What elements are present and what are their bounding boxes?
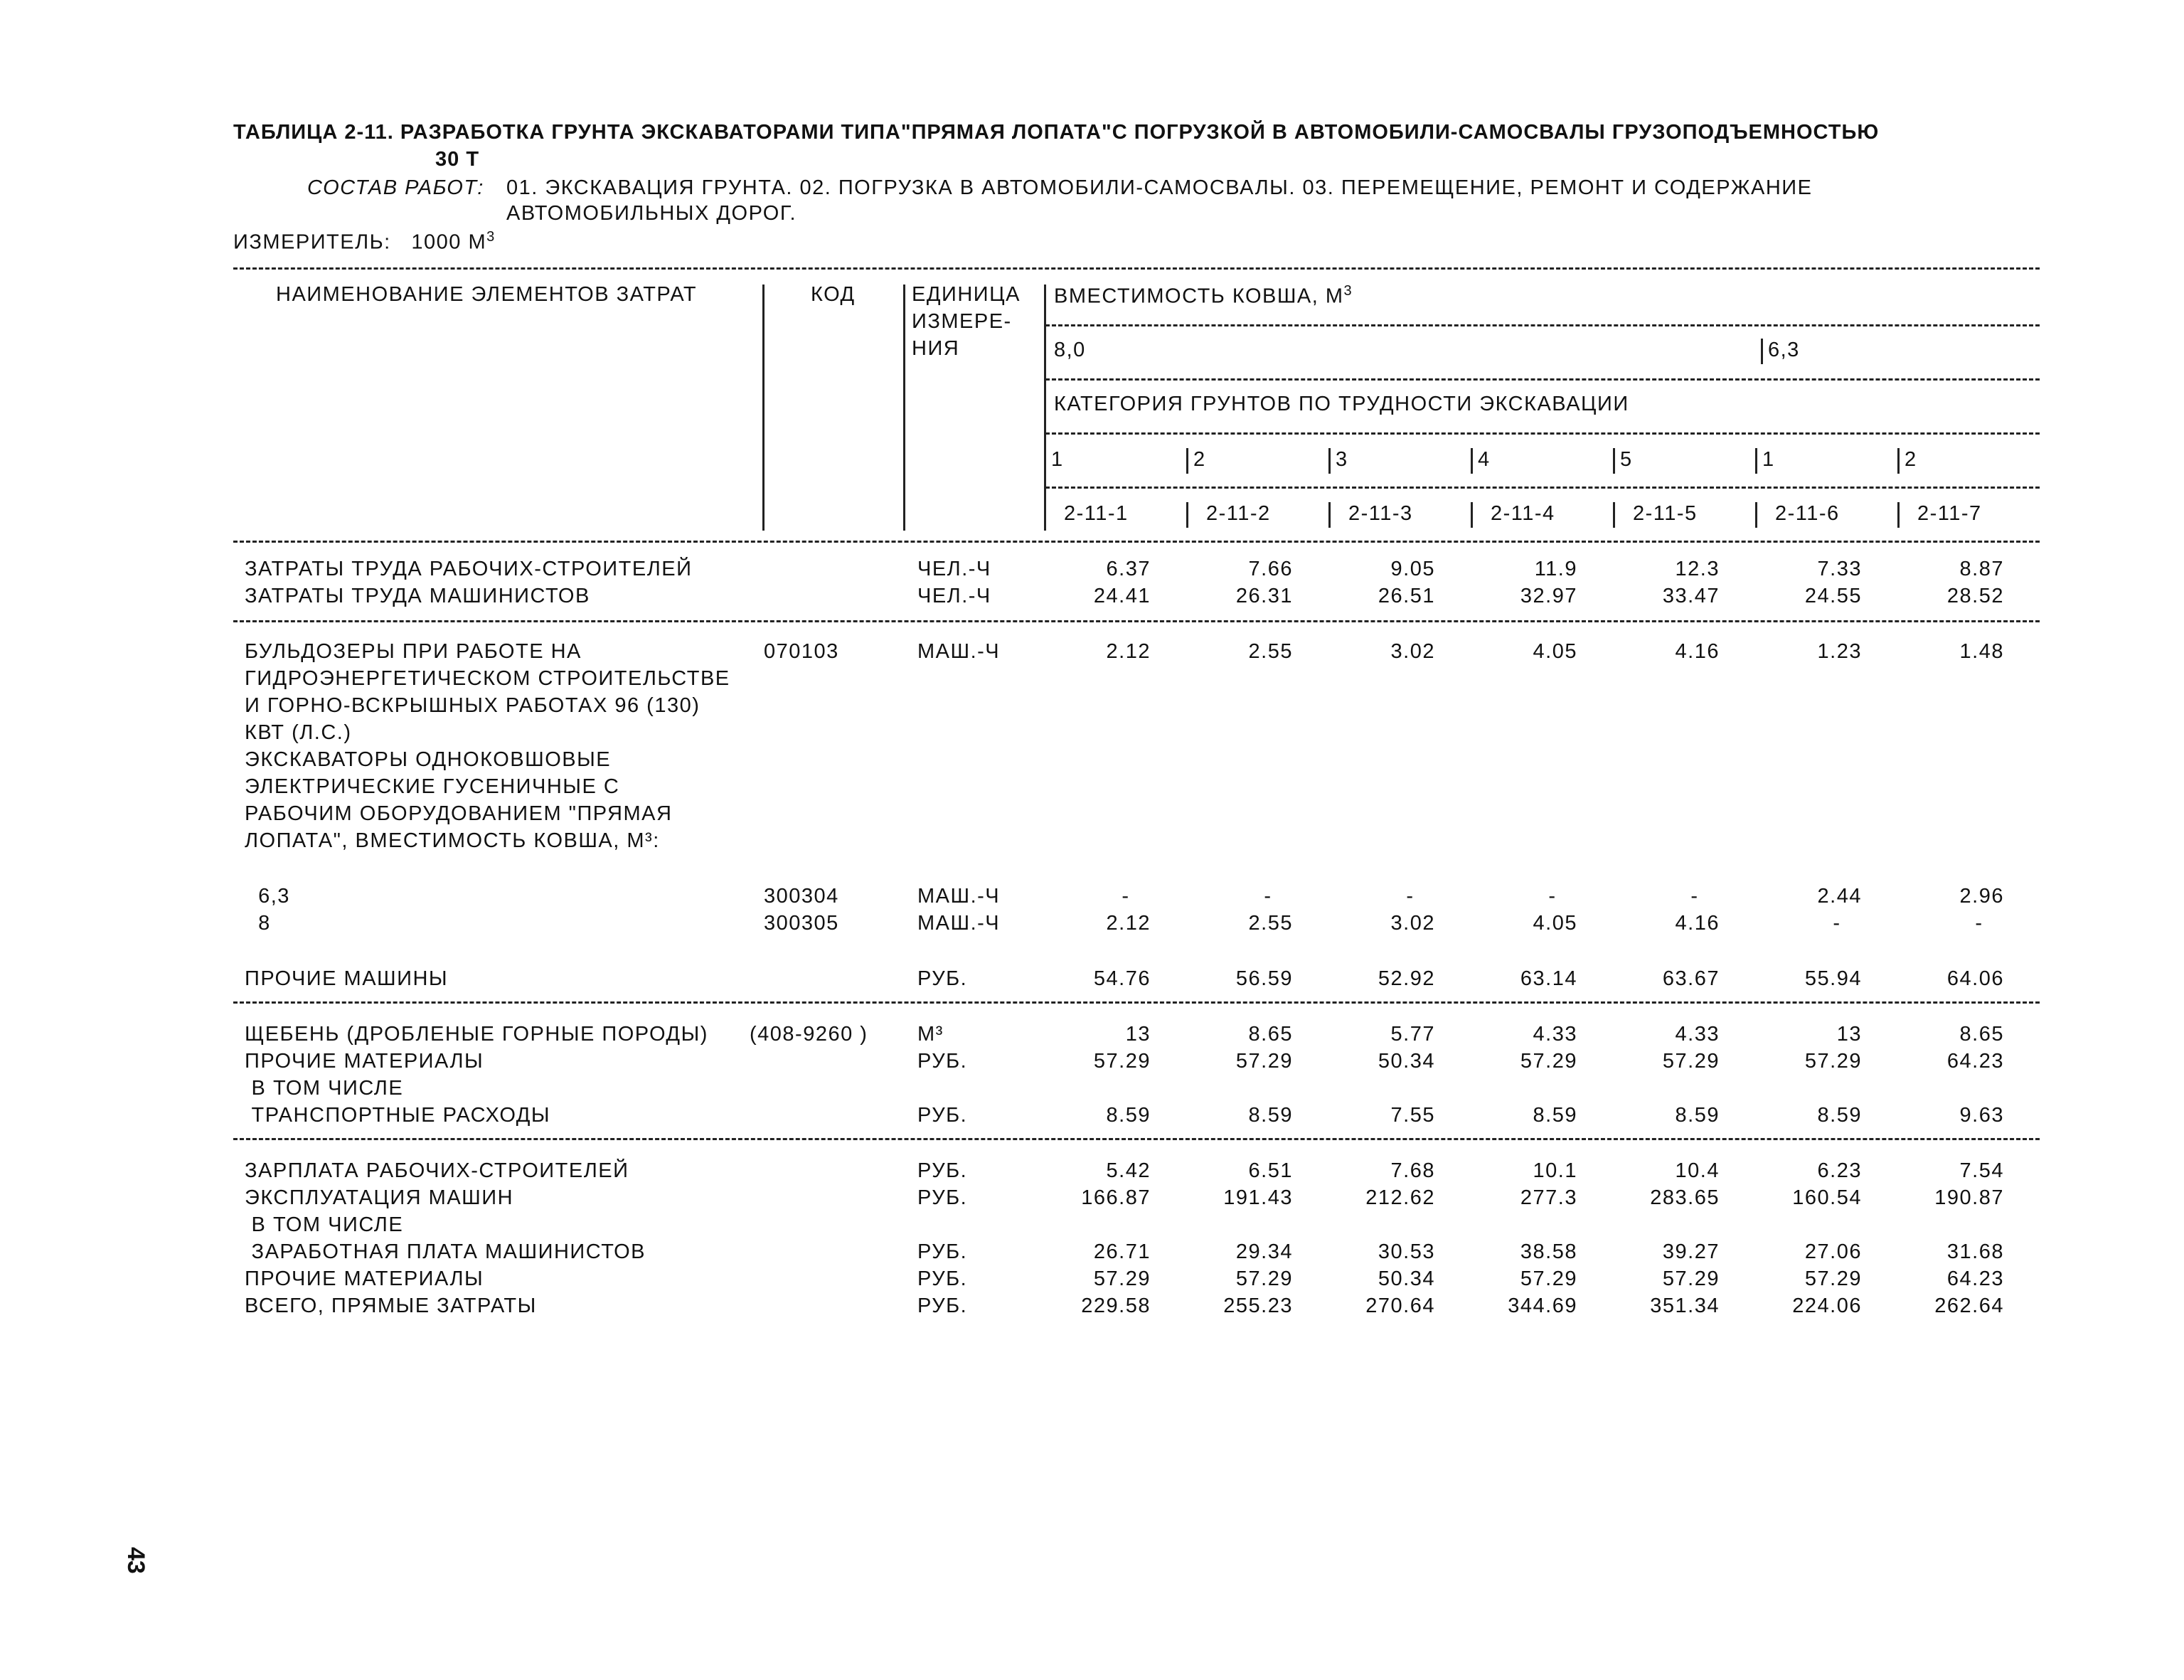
row-value: 3.02 [1390, 640, 1435, 663]
row-value: 2.55 [1248, 640, 1293, 663]
row-value: 56.59 [1235, 967, 1293, 990]
row-value: 26.51 [1378, 585, 1435, 607]
row-code: (408-9260 ) [750, 1023, 868, 1046]
row-value: 57.29 [1662, 1050, 1720, 1073]
header-divider-2 [903, 285, 905, 531]
row-value: 8.87 [1959, 558, 2004, 580]
row-name: ЛОПАТА", ВМЕСТИМОСТЬ КОВША, М³: [245, 829, 660, 852]
row-name: БУЛЬДОЗЕРЫ ПРИ РАБОТЕ НА [245, 640, 582, 663]
row-value: 32.97 [1520, 585, 1577, 607]
work-line2: АВТОМОБИЛЬНЫХ ДОРОГ. [506, 202, 797, 225]
row-value: 262.64 [1934, 1294, 2004, 1317]
row-value: 26.71 [1093, 1240, 1151, 1263]
row-unit: РУБ. [917, 1104, 968, 1127]
row-value: 57.29 [1520, 1050, 1577, 1073]
row-unit: МАШ.-Ч [917, 885, 1001, 908]
row-value: 63.14 [1520, 967, 1577, 990]
header-unit-1: ЕДИНИЦА [912, 283, 1021, 306]
header-bottom-rule [233, 541, 2040, 543]
row-unit: ЧЕЛ.-Ч [917, 558, 991, 580]
row-value: 8.59 [1248, 1104, 1293, 1127]
row-value: 64.06 [1946, 967, 2004, 990]
section-rule-3 [233, 1138, 2040, 1140]
norm-code: 2-11-6 [1775, 502, 1840, 525]
row-value: 4.05 [1533, 640, 1577, 663]
category-number: 3 [1336, 448, 1348, 471]
header-rule-3 [1045, 378, 2040, 381]
header-capacity: ВМЕСТИМОСТЬ КОВША, $М^3$ [1054, 283, 1353, 308]
row-value: 344.69 [1508, 1294, 1577, 1317]
row-name: ЗАРАБОТНАЯ ПЛАТА МАШИНИСТОВ [245, 1240, 646, 1263]
row-value: 4.16 [1675, 912, 1720, 935]
row-value: 283.65 [1650, 1186, 1720, 1209]
row-name: 6,3 [245, 885, 290, 908]
row-unit: РУБ. [917, 1240, 968, 1263]
row-unit: РУБ. [917, 967, 968, 990]
table-title-line1: ТАБЛИЦА 2-11. РАЗРАБОТКА ГРУНТА ЭКСКАВАТОРАМИ ТИПА"ПРЯМАЯ ЛОПАТА"С ПОГРУЗКОЙ В АВТОМОБИЛИ-САМОСВАЛЫ ГРУЗОПОДЪЕМНОСТЬЮ [233, 121, 1880, 144]
header-unit-2: ИЗМЕРЕ- [912, 310, 1012, 333]
row-value: 2.44 [1817, 885, 1862, 908]
measure-text: ИЗМЕРИТЕЛЬ: 1000 М [233, 230, 487, 254]
norm-code: 2-11-1 [1064, 502, 1129, 525]
row-value: 7.55 [1390, 1104, 1435, 1127]
row-unit: РУБ. [917, 1186, 968, 1209]
row-unit: М³ [917, 1023, 944, 1046]
row-value: 57.29 [1235, 1050, 1293, 1073]
code-divider [1471, 502, 1473, 528]
row-value: - [1690, 885, 1699, 908]
row-name: В ТОМ ЧИСЛЕ [245, 1077, 404, 1100]
norm-code: 2-11-5 [1633, 502, 1698, 525]
row-value: 270.64 [1365, 1294, 1435, 1317]
row-value: 13 [1836, 1023, 1862, 1046]
row-value: 63.67 [1662, 967, 1720, 990]
section-rule-1 [233, 620, 2040, 622]
category-number: 5 [1620, 448, 1633, 471]
row-value: 57.29 [1093, 1050, 1151, 1073]
row-value: 6.37 [1106, 558, 1151, 580]
header-divider-3 [1044, 285, 1046, 531]
row-value: 1.48 [1959, 640, 2004, 663]
header-cap-63: 6,3 [1768, 339, 1800, 361]
row-value: 54.76 [1093, 967, 1151, 990]
row-value: 5.42 [1106, 1159, 1151, 1182]
row-name: ГИДРОЭНЕРГЕТИЧЕСКОМ СТРОИТЕЛЬСТВЕ [245, 667, 730, 690]
row-code: 300305 [764, 912, 839, 935]
row-value: 12.3 [1675, 558, 1720, 580]
header-rule-4 [1045, 432, 2040, 435]
row-value: 5.77 [1390, 1023, 1435, 1046]
row-name: ЩЕБЕНЬ (ДРОБЛЕНЫЕ ГОРНЫЕ ПОРОДЫ) [245, 1023, 708, 1046]
row-value: - [1264, 885, 1272, 908]
row-value: 190.87 [1934, 1186, 2004, 1209]
row-value: 57.29 [1093, 1267, 1151, 1290]
row-value: 57.29 [1520, 1267, 1577, 1290]
row-value: 8.59 [1533, 1104, 1577, 1127]
row-value: 10.4 [1675, 1159, 1720, 1182]
row-value: 4.05 [1533, 912, 1577, 935]
row-name: КВТ (Л.С.) [245, 721, 352, 744]
row-code: 300304 [764, 885, 839, 908]
work-label: СОСТАВ РАБОТ: [307, 176, 484, 199]
row-value: 7.33 [1817, 558, 1862, 580]
row-name: ЗАРПЛАТА РАБОЧИХ-СТРОИТЕЛЕЙ [245, 1159, 629, 1182]
row-value: 277.3 [1520, 1186, 1577, 1209]
row-name: И ГОРНО-ВСКРЫШНЫХ РАБОТАХ 96 (130) [245, 694, 701, 717]
cap-divider [1761, 339, 1763, 364]
row-value: 8.59 [1817, 1104, 1862, 1127]
header-name: НАИМЕНОВАНИЕ ЭЛЕМЕНТОВ ЗАТРАТ [276, 283, 698, 306]
row-unit: РУБ. [917, 1050, 968, 1073]
row-name: ЗАТРАТЫ ТРУДА МАШИНИСТОВ [245, 585, 590, 607]
header-rule-5 [1045, 487, 2040, 489]
row-value: 38.58 [1520, 1240, 1577, 1263]
row-name: ТРАНСПОРТНЫЕ РАСХОДЫ [245, 1104, 551, 1127]
code-divider [1328, 502, 1331, 528]
row-unit: МАШ.-Ч [917, 640, 1001, 663]
row-value: 8.65 [1248, 1023, 1293, 1046]
row-name: ЭЛЕКТРИЧЕСКИЕ ГУСЕНИЧНЫЕ С [245, 775, 620, 798]
category-number: 4 [1478, 448, 1491, 471]
row-name: ПРОЧИЕ МАТЕРИАЛЫ [245, 1267, 484, 1290]
code-divider [1186, 502, 1188, 528]
category-divider [1471, 448, 1473, 474]
row-name: В ТОМ ЧИСЛЕ [245, 1213, 404, 1236]
category-number: 1 [1051, 448, 1064, 471]
row-value: 24.41 [1093, 585, 1151, 607]
row-value: 4.16 [1675, 640, 1720, 663]
norm-code: 2-11-2 [1206, 502, 1271, 525]
row-value: 52.92 [1378, 967, 1435, 990]
code-divider [1897, 502, 1900, 528]
row-value: 28.52 [1946, 585, 2004, 607]
row-value: 6.23 [1817, 1159, 1862, 1182]
header-cap-8: 8,0 [1054, 339, 1086, 361]
category-divider [1897, 448, 1900, 474]
row-value: 50.34 [1378, 1267, 1435, 1290]
code-divider [1044, 502, 1046, 528]
code-divider [1755, 502, 1757, 528]
row-value: 39.27 [1662, 1240, 1720, 1263]
row-value: 55.94 [1804, 967, 1862, 990]
row-value: 30.53 [1378, 1240, 1435, 1263]
row-value: 6.51 [1248, 1159, 1293, 1182]
work-line1: 01. ЭКСКАВАЦИЯ ГРУНТА. 02. ПОГРУЗКА В АВТОМОБИЛИ-САМОСВАЛЫ. 03. ПЕРЕМЕЩЕНИЕ, РЕМОНТ И СОДЕРЖАНИЕ [506, 176, 1813, 199]
row-name: ВСЕГО, ПРЯМЫЕ ЗАТРАТЫ [245, 1294, 537, 1317]
measure-unit: ИЗМЕРИТЕЛЬ: 1000 $М^3$ [233, 229, 496, 254]
row-value: 2.12 [1106, 912, 1151, 935]
row-value: 191.43 [1223, 1186, 1293, 1209]
category-number: 1 [1762, 448, 1775, 471]
row-value: 11.9 [1534, 558, 1577, 580]
row-value: 57.29 [1662, 1267, 1720, 1290]
row-code: 070103 [764, 640, 839, 663]
row-value: 255.23 [1223, 1294, 1293, 1317]
row-value: 7.68 [1390, 1159, 1435, 1182]
category-divider [1044, 448, 1046, 474]
norm-code: 2-11-3 [1348, 502, 1413, 525]
header-unit-3: НИЯ [912, 337, 960, 360]
row-value: 57.29 [1235, 1267, 1293, 1290]
row-value: 57.29 [1804, 1267, 1862, 1290]
row-name: ЗАТРАТЫ ТРУДА РАБОЧИХ-СТРОИТЕЛЕЙ [245, 558, 693, 580]
header-capacity-text: ВМЕСТИМОСТЬ КОВША, М [1054, 285, 1344, 308]
row-value: 8.59 [1106, 1104, 1151, 1127]
row-value: - [1406, 885, 1415, 908]
row-value: 2.55 [1248, 912, 1293, 935]
row-value: 9.05 [1390, 558, 1435, 580]
row-value: 13 [1125, 1023, 1151, 1046]
row-name: ЭКСКАВАТОРЫ ОДНОКОВШОВЫЕ [245, 748, 612, 771]
row-value: - [1548, 885, 1557, 908]
row-unit: МАШ.-Ч [917, 912, 1001, 935]
category-divider [1328, 448, 1331, 474]
page-number: 43 [122, 1547, 149, 1574]
row-value: 351.34 [1650, 1294, 1720, 1317]
row-value: 4.33 [1533, 1023, 1577, 1046]
row-value: 212.62 [1365, 1186, 1435, 1209]
header-code: КОД [811, 283, 856, 306]
row-value: 24.55 [1804, 585, 1862, 607]
row-value: 7.54 [1959, 1159, 2004, 1182]
norm-code: 2-11-4 [1491, 502, 1555, 525]
row-value: 224.06 [1792, 1294, 1862, 1317]
row-value: 27.06 [1804, 1240, 1862, 1263]
row-value: 57.29 [1804, 1050, 1862, 1073]
header-divider-1 [762, 285, 765, 531]
row-unit: РУБ. [917, 1159, 968, 1182]
header-top-rule [233, 267, 2040, 270]
row-value: 33.47 [1662, 585, 1720, 607]
row-value: - [1975, 912, 1983, 935]
row-value: 160.54 [1792, 1186, 1862, 1209]
row-value: 7.66 [1248, 558, 1293, 580]
row-value: 1.23 [1817, 640, 1862, 663]
norm-code: 2-11-7 [1917, 502, 1982, 525]
row-name: ЭКСПЛУАТАЦИЯ МАШИН [245, 1186, 514, 1209]
code-divider [1613, 502, 1615, 528]
header-rule-2 [1045, 324, 2040, 326]
row-value: 3.02 [1390, 912, 1435, 935]
table-title-line2: 30 Т [435, 148, 480, 171]
row-unit: РУБ. [917, 1267, 968, 1290]
row-name: ПРОЧИЕ МАТЕРИАЛЫ [245, 1050, 484, 1073]
row-value: 31.68 [1946, 1240, 2004, 1263]
category-divider [1613, 448, 1615, 474]
category-number: 2 [1193, 448, 1206, 471]
row-value: 8.59 [1675, 1104, 1720, 1127]
row-unit: ЧЕЛ.-Ч [917, 585, 991, 607]
row-value: 2.12 [1106, 640, 1151, 663]
row-value: 2.96 [1959, 885, 2004, 908]
row-value: 10.1 [1533, 1159, 1577, 1182]
row-unit: РУБ. [917, 1294, 968, 1317]
row-value: 166.87 [1081, 1186, 1151, 1209]
row-name: 8 [245, 912, 271, 935]
row-value: 9.63 [1959, 1104, 2004, 1127]
section-rule-2 [233, 1001, 2040, 1004]
category-divider [1755, 448, 1757, 474]
row-value: - [1122, 885, 1130, 908]
row-value: - [1833, 912, 1841, 935]
row-value: 26.31 [1235, 585, 1293, 607]
row-value: 50.34 [1378, 1050, 1435, 1073]
row-value: 229.58 [1081, 1294, 1151, 1317]
row-value: 8.65 [1959, 1023, 2004, 1046]
row-value: 64.23 [1946, 1267, 2004, 1290]
row-value: 64.23 [1946, 1050, 2004, 1073]
row-value: 29.34 [1235, 1240, 1293, 1263]
category-number: 2 [1905, 448, 1917, 471]
row-value: 4.33 [1675, 1023, 1720, 1046]
category-divider [1186, 448, 1188, 474]
row-name: ПРОЧИЕ МАШИНЫ [245, 967, 449, 990]
header-category: КАТЕГОРИЯ ГРУНТОВ ПО ТРУДНОСТИ ЭКСКАВАЦИИ [1054, 393, 1629, 415]
row-name: РАБОЧИМ ОБОРУДОВАНИЕМ "ПРЯМАЯ [245, 802, 673, 825]
